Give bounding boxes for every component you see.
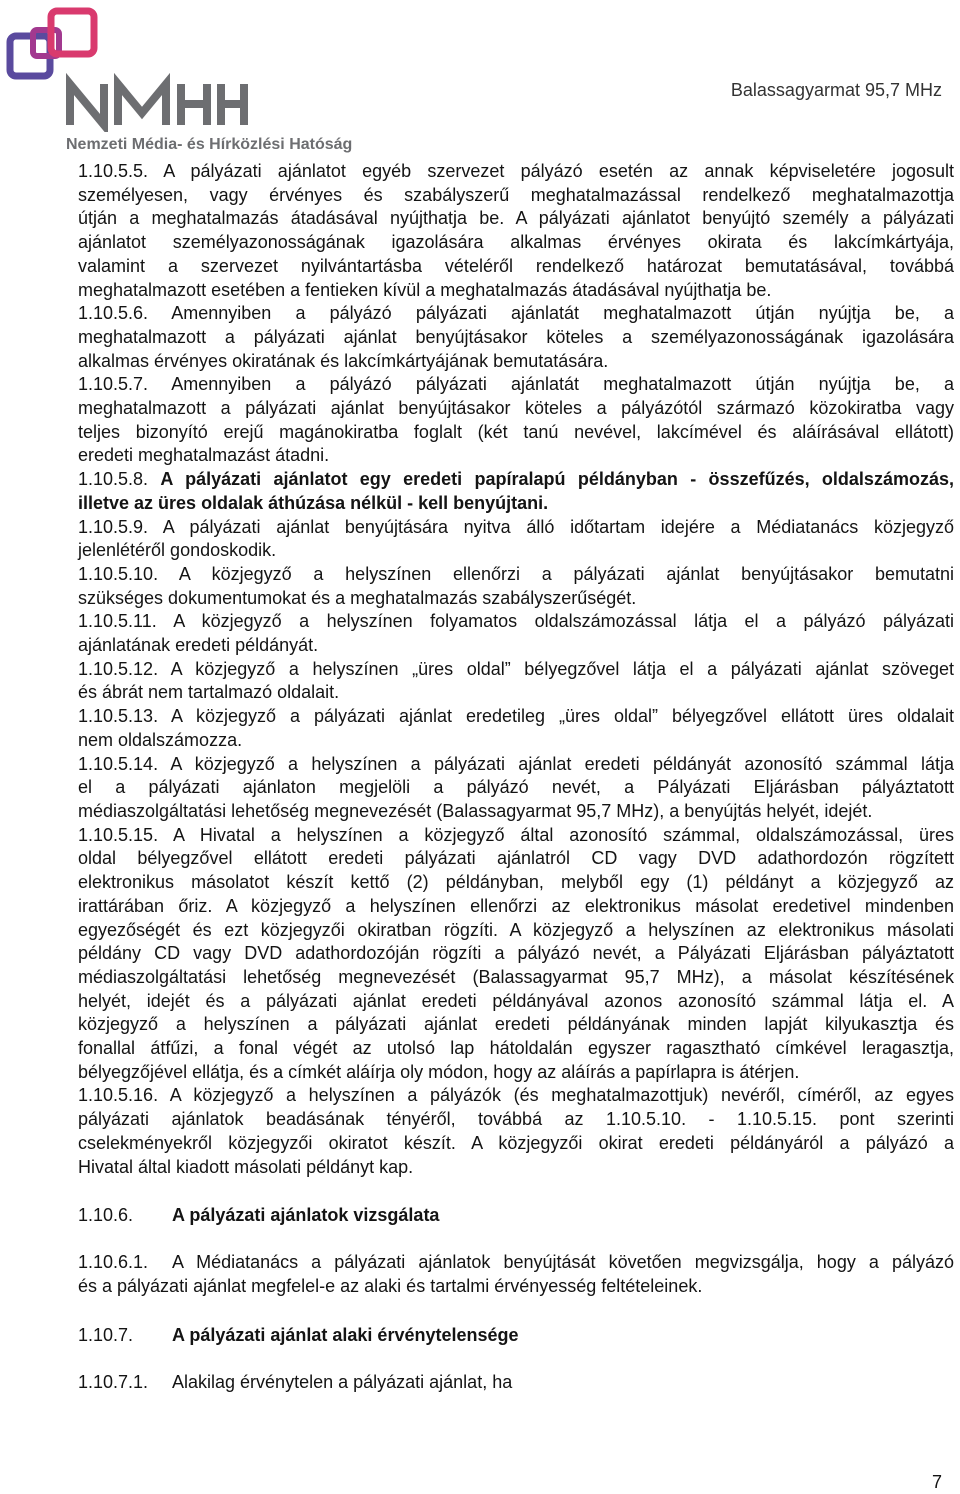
paragraph-text: Alakilag érvénytelen a pályázati ajánlat, ha: [172, 1372, 513, 1393]
paragraph: [78, 373, 954, 468]
paragraph-text: Amennyiben a pályázó pályázati ajánlatát meghatalmazott útján nyújtja be, a: [171, 303, 954, 324]
paragraph-text: Hivatal által kiadott másolati példányt kap.: [78, 1156, 414, 1177]
paragraph-line: [78, 587, 954, 611]
paragraph-line: [78, 847, 954, 871]
paragraph-text: teljes bizonyító erejű magánokiratba foglalt (két tanú nevével, lakcímével és aláírásával ellátott): [78, 421, 954, 442]
paragraph-text: eredeti meghatalmazást átadni.: [78, 445, 330, 466]
paragraph-line: [78, 800, 954, 824]
org-name: Nemzeti Média- és Hírközlési Hatóság: [66, 136, 353, 153]
paragraph-text: A pályázati ajánlatot egyéb szervezet pályázó esetén az annak képviseletére jogosult: [163, 161, 954, 181]
paragraph-text: médiaszolgáltatási lehetőség megnevezését (Balassagyarmat 95,7 MHz), a benyújtás helyét, idejét.: [78, 800, 873, 821]
section-heading: [78, 1324, 954, 1348]
paragraph-line: [78, 1061, 954, 1085]
paragraph-line: [78, 492, 954, 516]
paragraph-text: A pályázati ajánlat benyújtására nyitva álló időtartam idejére a Médiatanács közjegyző: [162, 516, 954, 537]
paragraph-text: A közjegyző a helyszínen „üres oldal” bélyegzővel látja el a pályázati ajánlat szöveget: [170, 658, 954, 679]
paragraph-line: [78, 658, 954, 682]
paragraph-line: [78, 753, 954, 777]
paragraph-line: [78, 1013, 954, 1037]
paragraph-line: [78, 207, 954, 231]
paragraph-number: 1.10.5.11.: [78, 611, 157, 632]
paragraph-line: [78, 302, 954, 326]
paragraph-line: [78, 1156, 954, 1180]
paragraph-text: meghatalmazott esetében a fentieken kívül a meghatalmazás átadásával nyújthatja be.: [78, 279, 772, 300]
paragraph: [78, 1251, 954, 1298]
paragraph: [78, 302, 954, 373]
paragraph-text: A közjegyző a helyszínen folyamatos oldalszámozással látja el a pályázó pályázati: [173, 611, 954, 632]
paragraph-text: és ábrát nem tartalmazó oldalait.: [78, 682, 340, 703]
paragraph-text: személyesen, vagy érvényes és szabályszerű meghatalmazással rendelkező meghatalmazottja: [78, 184, 954, 205]
paragraph-line: [78, 563, 954, 587]
paragraph-line: [78, 871, 954, 895]
paragraph-text: pályázati ajánlatok beadásának tényéről, továbbá az 1.10.5.10. - 1.10.5.15. pont szerinti: [78, 1109, 954, 1130]
paragraph-text: irattárában őriz. A közjegyző a helyszínen ellenőrzi az elektronikus másolat eredetivel mindenben: [78, 895, 954, 916]
paragraph-text: valamint a szervezet nyilvántartásba vételéről rendelkező határozat bemutatásával, továbbá: [78, 255, 954, 276]
paragraph: [78, 516, 954, 563]
paragraph-text: A közjegyző a helyszínen a pályázati ajánlat eredeti példányát azonosító számmal látja: [170, 753, 954, 774]
paragraph-text: el a pályázati ajánlaton megjelöli a pályázó nevét, a Pályázati Eljárásban pályáztatott: [78, 777, 954, 798]
paragraph-line: [78, 919, 954, 943]
paragraph: [78, 824, 954, 1085]
logo-lettering: [70, 84, 244, 125]
paragraph-text: cselekményekről közjegyzői okiratot készít. A közjegyzői okirat eredeti példányáról a pályázó a: [78, 1132, 954, 1153]
paragraph-line: [78, 373, 954, 397]
document-body: [78, 160, 954, 1395]
paragraph-line: [78, 776, 954, 800]
paragraph-text: A pályázati ajánlatot egy eredeti papíralapú példányban - összefűzés, oldalszámozás,: [160, 469, 954, 490]
paragraph-line: [78, 1108, 954, 1132]
paragraph-text: A közjegyző a helyszínen ellenőrzi a pályázati ajánlat benyújtásakor bemutatni: [178, 563, 954, 584]
paragraph: [78, 1084, 954, 1179]
nmhh-logo: [0, 0, 260, 132]
paragraph-line: [78, 444, 954, 468]
paragraph-number: 1.10.5.7.: [78, 374, 149, 395]
paragraph-number: 1.10.5.6.: [78, 303, 149, 324]
paragraph-text: illetve az üres oldalak áthúzása nélkül - kell benyújtani.: [78, 492, 549, 513]
paragraph-text: A közjegyző a pályázati ajánlat eredetileg „üres oldal” bélyegzővel ellátott üres oldalait: [171, 706, 954, 727]
paragraph-text: útján a meghatalmazás átadásával nyújthatja be. A pályázati ajánlatot benyújtó személy a pályázati: [78, 208, 954, 229]
header-title: Balassagyarmat 95,7 MHz: [730, 80, 942, 100]
paragraph-number: 1.10.5.15.: [78, 824, 159, 845]
paragraph-line: [78, 326, 954, 350]
paragraph-line: [78, 1371, 954, 1395]
paragraph-text: és a pályázati ajánlat megfelel-e az alaki és tartalmi érvényesség feltételeinek.: [78, 1276, 703, 1297]
paragraph-text: oldal bélyegzővel ellátott eredeti pályázati ajánlatról CD vagy DVD adathordozón rögzített: [78, 848, 954, 869]
paragraph-line: [78, 1251, 954, 1275]
paragraph-line: [78, 990, 954, 1014]
paragraph-line: [78, 1132, 954, 1156]
page-number: 7: [931, 1472, 942, 1492]
heading-title: A pályázati ajánlat alaki érvénytelensége: [172, 1324, 519, 1345]
paragraph: [78, 753, 954, 824]
paragraph-line: [78, 634, 954, 658]
paragraph-line: [78, 1084, 954, 1108]
paragraph-line: [78, 231, 954, 255]
paragraph-number: 1.10.5.8.: [78, 469, 149, 490]
paragraph-text: A Hivatal a helyszínen a közjegyző által azonosító számmal, oldalszámozással, üres: [172, 824, 955, 845]
section-heading: [78, 1204, 954, 1228]
paragraph-line: [78, 681, 954, 705]
paragraph-line: [78, 279, 954, 303]
paragraph-line: [78, 468, 954, 492]
paragraph: [78, 160, 954, 302]
paragraph-text: szükséges dokumentumokat és a meghatalmazás szabályszerűségét.: [78, 587, 637, 608]
paragraph: [78, 563, 954, 610]
paragraph-line: [78, 421, 954, 445]
paragraph-text: alkalmas érvényes okiratának és lakcímkártyájának bemutatására.: [78, 350, 609, 371]
paragraph-number: 1.10.5.10.: [78, 563, 159, 584]
paragraph-line: [78, 824, 954, 848]
paragraph-number: 1.10.5.9.: [78, 516, 149, 537]
paragraph-line: [78, 942, 954, 966]
paragraph-line: [78, 516, 954, 540]
paragraph-line: [78, 729, 954, 753]
paragraph-line: [78, 160, 954, 184]
paragraph-text: példány CD vagy DVD adathordozóján rögzíti a pályázó nevét, a Pályázati Eljárásban pályáztatott: [78, 943, 954, 964]
paragraph-text: meghatalmazott a pályázati ajánlat benyújtásakor köteles a pályázótól származó közokiratba vagy: [78, 398, 954, 419]
paragraph-line: [78, 1037, 954, 1061]
heading-number: 1.10.7.: [78, 1324, 134, 1345]
paragraph-line: [78, 255, 954, 279]
paragraph-number: 1.10.7.1.: [78, 1372, 149, 1393]
paragraph-line: [78, 539, 954, 563]
paragraph-text: ajánlatot személyazonosságának igazolására alkalmas érvényes okirata és lakcímkártyája,: [78, 232, 954, 253]
paragraph-text: fonallal átfűzi, a fonal végét az utolsó lap hátoldalán egyszer ragasztható címkével leragasztja,: [78, 1038, 954, 1059]
paragraph-text: jelenlétéről gondoskodik.: [78, 540, 277, 561]
paragraph-line: [78, 895, 954, 919]
paragraph-text: A közjegyző a helyszínen a pályázók (és meghatalmazottjuk) nevéről, címéről, az egyes: [169, 1085, 954, 1106]
heading-number: 1.10.6.: [78, 1205, 134, 1226]
paragraph-text: közjegyző a helyszínen a pályázati ajánlat eredeti példányának minden lapját kilyukasztja és: [78, 1014, 954, 1035]
paragraph-number: 1.10.5.13.: [78, 706, 159, 727]
paragraph-text: bélyegzőjével ellátja, és a címkét aláírja oly módon, hogy az aláírás a papírlapra is átérjen.: [78, 1061, 800, 1082]
paragraph-number: 1.10.5.5.: [78, 161, 149, 181]
paragraph: [78, 468, 954, 515]
paragraph-text: A Médiatanács a pályázati ajánlatok benyújtását követően megvizsgálja, hogy a pályázó: [172, 1252, 954, 1273]
paragraph-number: 1.10.5.14.: [78, 753, 159, 774]
paragraph-line: [78, 350, 954, 374]
paragraph-line: [78, 705, 954, 729]
heading-title: A pályázati ajánlatok vizsgálata: [172, 1205, 440, 1226]
paragraph-line: [78, 966, 954, 990]
paragraph-number: 1.10.6.1.: [78, 1252, 149, 1273]
paragraph-number: 1.10.5.12.: [78, 658, 159, 679]
paragraph-line: [78, 184, 954, 208]
paragraph-text: ajánlatának eredeti példányát.: [78, 635, 319, 656]
paragraph-text: meghatalmazott a pályázati ajánlat benyújtásakor köteles a személyazonosságának igazolására: [78, 326, 954, 347]
paragraph-text: egyezőségét és ezt közjegyzői okiratban rögzíti. A közjegyző a helyszínen az elektronikus másolati: [78, 919, 954, 940]
paragraph-line: [78, 1275, 954, 1299]
paragraph-number: 1.10.5.16.: [78, 1085, 159, 1106]
paragraph-text: helyét, idejét és a pályázati ajánlat eredeti példányával azonos azonosító számmal látja el. A: [78, 990, 954, 1011]
paragraph-text: nem oldalszámozza.: [78, 729, 243, 750]
paragraph: [78, 705, 954, 752]
paragraph: [78, 1371, 954, 1395]
paragraph-text: médiaszolgáltatási lehetőség megnevezését (Balassagyarmat 95,7 MHz), a másolat készítésének: [78, 966, 954, 987]
paragraph-line: [78, 610, 954, 634]
paragraph-text: elektronikus másolatot készít kettő (2) példányban, melyből egy (1) példányt a közjegyző az: [78, 872, 954, 893]
paragraph: [78, 610, 954, 657]
paragraph-text: Amennyiben a pályázó pályázati ajánlatát meghatalmazott útján nyújtja be, a: [171, 374, 954, 395]
paragraph-line: [78, 397, 954, 421]
paragraph: [78, 658, 954, 705]
